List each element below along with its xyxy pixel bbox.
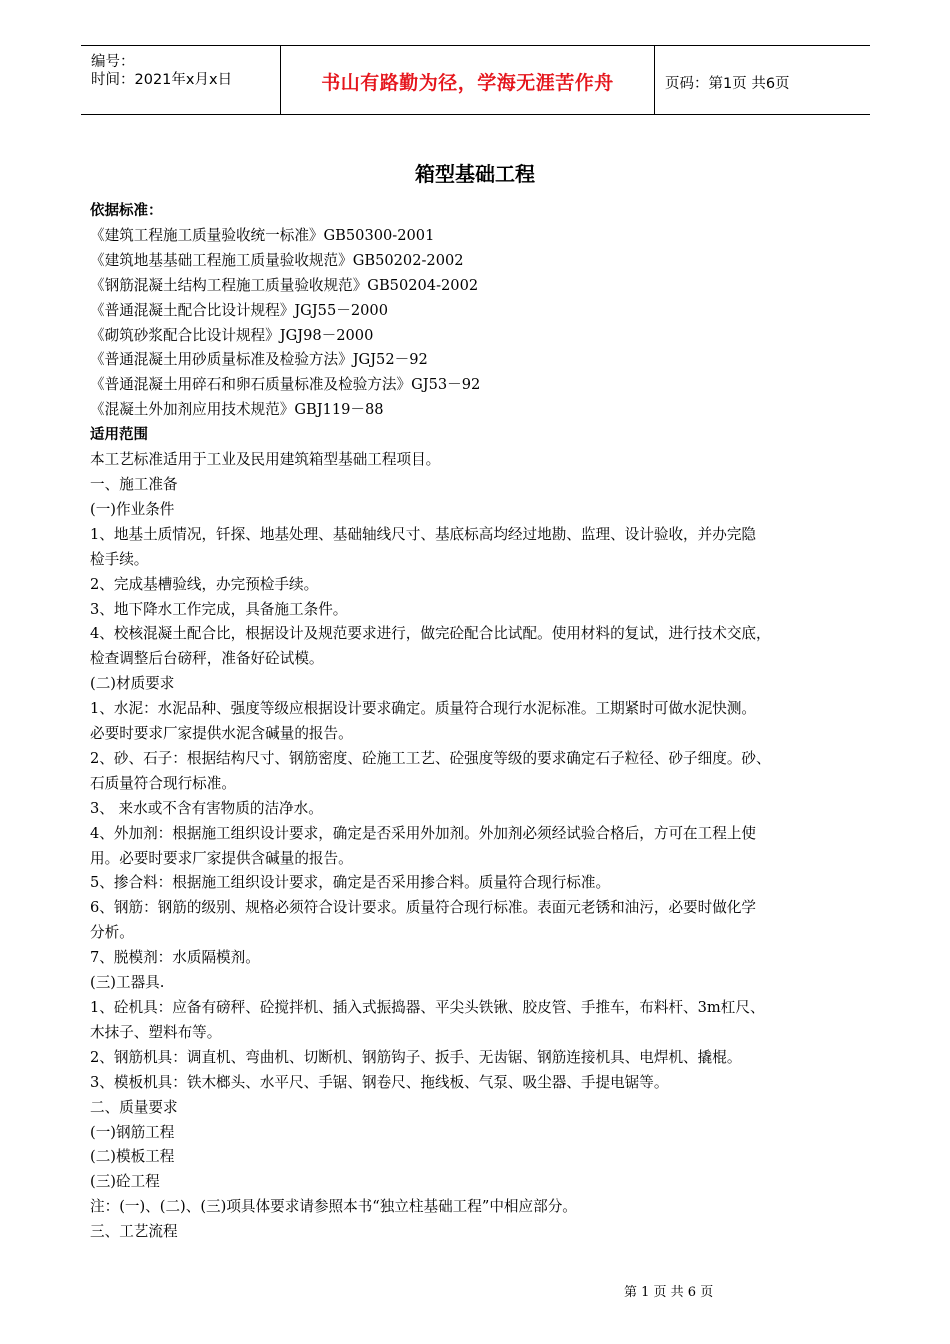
header-page-info: 页码：第1页 共6页: [665, 76, 790, 92]
body-line: 本工艺标准适用于工业及民用建筑箱型基础工程项目。: [90, 451, 441, 469]
body-line: 3、模板机具：铁木榔头、水平尺、手锯、钢卷尺、拖线板、气泵、吸尘器、手提电锯等。: [90, 1073, 669, 1091]
header-motto: 书山有路勤为径，学海无涯苦作舟: [321, 72, 614, 94]
body-line: 《建筑地基基础工程施工质量验收规范》GB50202-2002: [90, 251, 464, 269]
body-line: (二)模板工程: [90, 1148, 175, 1166]
body-line: 检手续。: [90, 550, 149, 568]
body-line: 分析。: [90, 924, 134, 942]
body-line: 二、质量要求: [90, 1098, 178, 1116]
body-line: 《钢筋混凝土结构工程施工质量验收规范》GB50204-2002: [90, 276, 479, 294]
body-line: 3、地下降水工作完成，具备施工条件。: [90, 600, 348, 618]
body-line: 2、钢筋机具：调直机、弯曲机、切断机、钢筋钩子、扳手、无齿锯、钢筋连接机具、电焊机、撬棍。: [90, 1048, 742, 1066]
section-heading: 适用范围: [90, 427, 148, 444]
body-line: 1、砼机具：应备有磅秤、砼搅拌机、插入式振捣器、平尖头铁锹、胶皮管、手推车，布料杆、3m杠尺、: [90, 999, 765, 1016]
body-line: 《普通混凝土用砂质量标准及检验方法》JGJ52－92: [90, 351, 428, 369]
document-title: 箱型基础工程: [415, 162, 535, 186]
body-line: 石质量符合现行标准。: [90, 774, 236, 792]
body-line: 《普通混凝土用碎石和卵石质量标准及检验方法》GJ53－92: [90, 376, 481, 394]
header-motto-cell: [281, 46, 655, 114]
body-line: 2、砂、石子：根据结构尺寸、钢筋密度、砼施工工艺、砼强度等级的要求确定石子粒径、砂子细度。砂、: [90, 749, 771, 767]
body-line: 《砌筑砂浆配合比设计规程》JGJ98－2000: [90, 326, 374, 344]
document-number-label: 编号：: [91, 54, 135, 70]
body-line: (三)砼工程: [90, 1173, 160, 1191]
body-line: 1、地基土质情况，钎探、地基处理、基础轴线尺寸、基底标高均经过地勘、监理、设计验收，并办完隐: [90, 525, 757, 543]
body-line: 注：(一)、(二)、(三)项具体要求请参照本书“独立柱基础工程”中相应部分。: [90, 1198, 577, 1216]
body-line: 一、施工准备: [90, 475, 178, 493]
body-line: (二)材质要求: [90, 675, 175, 693]
body-line: 6、钢筋：钢筋的级别、规格必须符合设计要求。质量符合现行标准。表面元老锈和油污，必要时做化学: [90, 899, 757, 917]
body-line: 木抹子、塑料布等。: [90, 1023, 222, 1041]
page-header: [81, 45, 870, 115]
page-footer: 第 1 页 共 6 页: [624, 1285, 714, 1300]
body-line: 《建筑工程施工质量验收统一标准》GB50300-2001: [90, 226, 435, 244]
body-line: 用。必要时要求厂家提供含碱量的报告。: [90, 849, 353, 867]
body-line: 7、脱模剂：水质隔模剂。: [90, 949, 260, 967]
body-line: 三、工艺流程: [90, 1223, 178, 1241]
body-line: 检查调整后台磅秤，准备好砼试模。: [90, 650, 324, 668]
body-line: (一)钢筋工程: [90, 1123, 175, 1141]
body-line: 《混凝土外加剂应用技术规范》GBJ119－88: [90, 401, 384, 419]
body-line: (一)作业条件: [90, 500, 175, 518]
document-time-label: 时间：2021年x月x日: [91, 72, 233, 88]
body-line: 2、完成基槽验线，办完预检手续。: [90, 575, 319, 593]
section-heading: 依据标准：: [90, 203, 163, 219]
body-line: 4、校核混凝土配合比，根据设计及规范要求进行，做完砼配合比试配。使用材料的复试，进行技术交底，: [90, 625, 771, 643]
body-line: 《普通混凝土配合比设计规程》JGJ55－2000: [90, 301, 388, 319]
document-body: [90, 199, 880, 1245]
body-line: 1、水泥：水泥品种、强度等级应根据设计要求确定。质量符合现行水泥标准。工期紧时可做水泥快测。: [90, 700, 757, 718]
body-line: 4、外加剂：根据施工组织设计要求，确定是否采用外加剂。外加剂必须经试验合格后，方可在工程上使: [90, 824, 757, 842]
body-line: 必要时要求厂家提供水泥含碱量的报告。: [90, 725, 353, 743]
body-line: 5、掺合料：根据施工组织设计要求，确定是否采用掺合料。质量符合现行标准。: [90, 874, 611, 892]
body-line: 3、 来水或不含有害物质的洁净水。: [90, 799, 323, 817]
body-line: (三)工器具.: [90, 974, 165, 992]
header-page-cell: [655, 46, 870, 114]
header-info-cell: [81, 46, 281, 114]
